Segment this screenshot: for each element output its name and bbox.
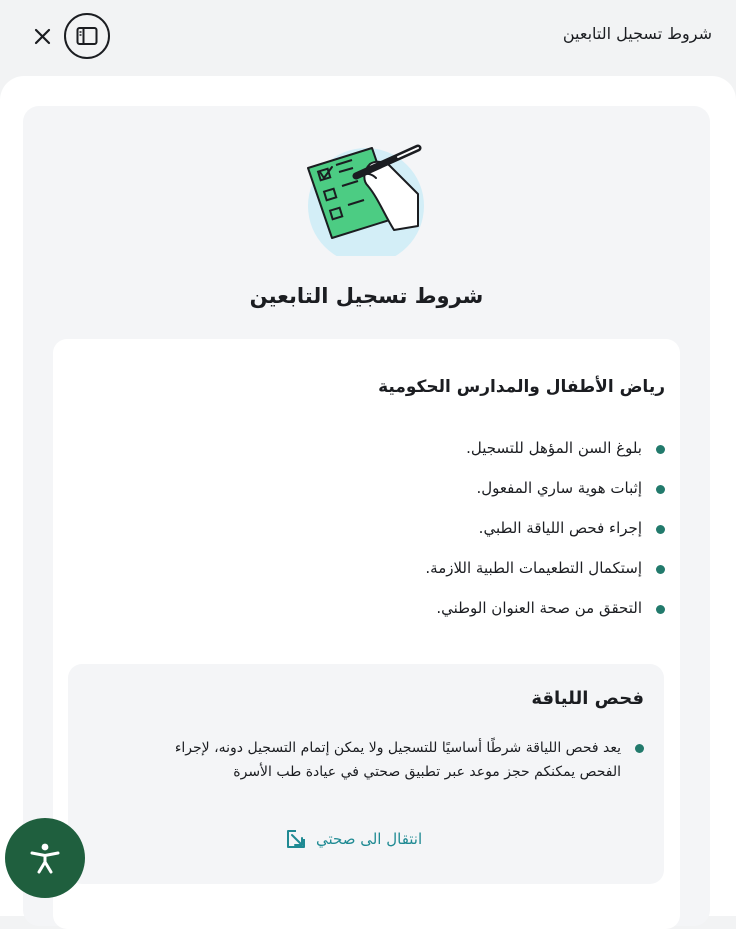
top-bar: [0, 0, 736, 76]
requirements-list: [425, 439, 665, 639]
toggle-sidebar-button[interactable]: [64, 13, 110, 59]
fitness-exam-note: [104, 736, 644, 784]
fitness-exam-heading: فحص اللياقة: [531, 688, 644, 709]
list-item: [425, 519, 665, 559]
list-item: [425, 599, 665, 639]
bullet-dot: [656, 445, 665, 454]
window-title: شروط تسجيل التابعين: [562, 24, 712, 43]
bullet-dot: [635, 744, 644, 753]
go-to-sehhaty-label: انتقال الى صحتي: [316, 830, 423, 848]
list-item-text: إثبات هوية ساري المفعول.: [476, 479, 642, 497]
sidebar-panel-icon: [76, 26, 98, 46]
page-title: شروط تسجيل التابعين: [249, 284, 484, 308]
bullet-dot: [656, 565, 665, 574]
list-item-text: إستكمال التطعيمات الطبية اللازمة.: [425, 559, 642, 577]
list-item: [425, 559, 665, 599]
fitness-exam-text: [175, 736, 621, 784]
list-item: [425, 479, 665, 519]
accessibility-button[interactable]: [5, 818, 85, 898]
close-icon: [30, 24, 56, 50]
list-item-text: إجراء فحص اللياقة الطبي.: [478, 519, 642, 537]
content-sheet: [0, 76, 736, 916]
registration-conditions-panel: [23, 106, 710, 926]
section-heading-kindergartens-schools: رياض الأطفال والمدارس الحكومية: [378, 377, 665, 397]
external-link-icon: [286, 829, 306, 849]
requirements-card: [53, 339, 680, 929]
bullet-dot: [656, 525, 665, 534]
accessibility-person-icon: [28, 841, 62, 875]
list-item-text: بلوغ السن المؤهل للتسجيل.: [466, 439, 642, 457]
checklist-illustration: [306, 134, 430, 256]
fitness-exam-box: [68, 664, 664, 884]
close-button[interactable]: [30, 24, 56, 50]
go-to-sehhaty-link[interactable]: [286, 829, 422, 849]
bullet-dot: [656, 485, 665, 494]
bullet-dot: [656, 605, 665, 614]
fitness-exam-text-line-2: الفحص يمكنكم حجز موعد عبر تطبيق صحتي في عيادة طب الأسرة: [233, 764, 621, 780]
list-item: [425, 439, 665, 479]
list-item-text: التحقق من صحة العنوان الوطني.: [436, 599, 642, 617]
fitness-exam-text-line-1: يعد فحص اللياقة شرطًا أساسيًا للتسجيل ولا يمكن إتمام التسجيل دونه، لإجراء: [174, 740, 621, 756]
